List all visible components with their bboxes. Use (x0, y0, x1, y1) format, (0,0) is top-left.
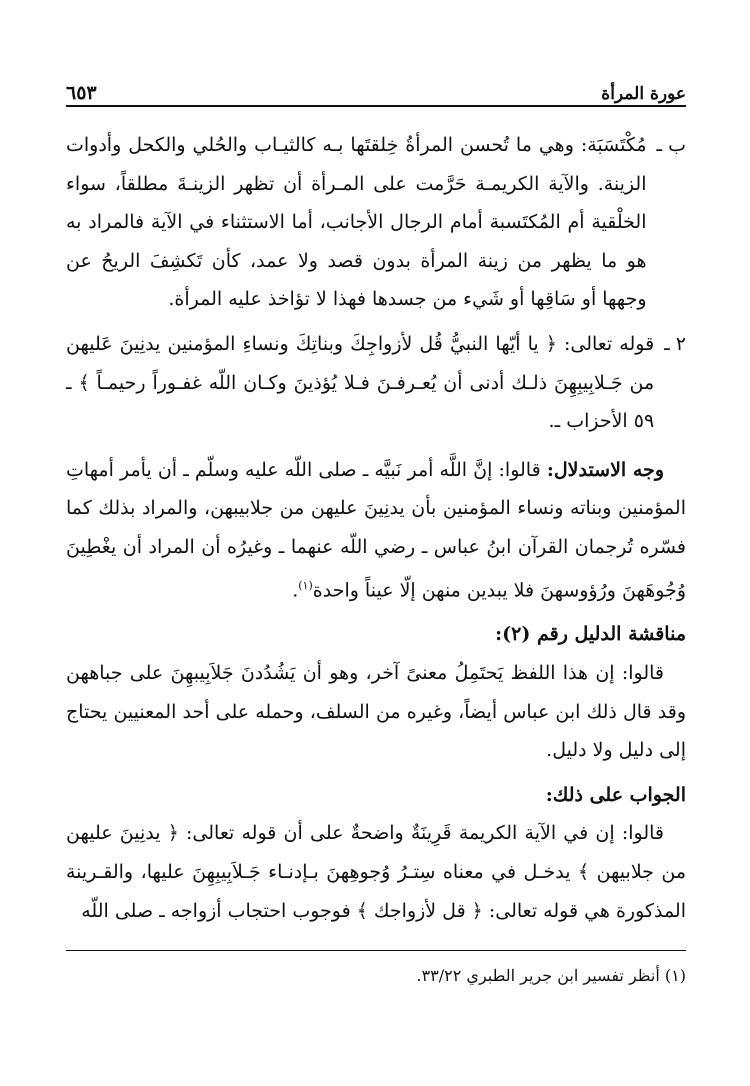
running-title: عورة المرأة (601, 84, 686, 104)
page-header (66, 76, 686, 104)
jawab-heading: الجواب على ذلك: (545, 783, 686, 806)
item-b-text: مُكْتَسَبَة: وهي ما تُحسن المرأةُ خِلقتَها بـه كالثيـاب والحُلي والكحل وأدوات الزينة. والآية الكريمـة حَرَّمت على المـرأة أن تظهر الزينـةَ مطلقاً، سواء الخلْقية أم المُكتَسبة أمام الرجال الأجانب، أما الاستثناء في الآية فالمراد به هو ما يظهر من زينة المرأة بدون قصد ولا عمد، كأن تَكشِفَ الريحُ عن وجهها أو سَاقِها أو شَيء من جسدها فهذا لا تؤاخذ عليه المرأة. (66, 134, 647, 311)
munaqasha-heading: مناقشة الدليل رقم (٢): (495, 623, 686, 646)
footnote-marker: (١) (664, 966, 686, 985)
item-b (66, 126, 686, 319)
item-2-marker: ٢ ـ (664, 332, 686, 355)
istidlal-text: قالوا: إنَّ اللَّه أمر نَبيَّه ـ صلى اللّه عليه وسلّم ـ أن يأمر أمهاتِ المؤمنين وبناته ونساء المؤمنين بأن يدنِينَ عليهن من جلابيبهن، والمراد بذلك كما فسّره تُرجمان القرآن ابنُ عباس ـ رضي اللّه عنهما ـ وغيرُه أن المراد أن يغْطِينَ وُجُوهَهنَ ورُؤوسهنَ فلا يبدين منهن إلّا عيناً واحدة (66, 458, 686, 601)
istidlal-paragraph: وجه الاستدلال: قالوا: إنَّ اللَّه أمر نَبيَّه ـ صلى اللّه عليه وسلّم ـ أن يأمر أمهاتِ المؤمنين وبناته ونساء المؤمنين بأن يدنِينَ عليهن من جلابيبهن، والمراد بذلك كما فسّره تُرجمان القرآن ابنُ عباس ـ رضي اللّه عنهما ـ وغيرُه أن المراد أن يغْطِينَ وُجُوهَهنَ ورُؤوسهنَ فلا يبدين منهن إلّا عيناً واحدة$^{(١)}$. (66, 458, 686, 601)
footnote-rule (66, 950, 686, 951)
item-2 (66, 325, 686, 441)
footnote-text: أنظر تفسير ابن جرير الطبري ٣٣/٢٢. (416, 966, 660, 985)
item-2-text: قوله تعالى: ﴿ يا أيّها النبيُّ قُل لأزواجِكَ وبناتِكَ ونساءِ المؤمنين يدنِينَ عَليهن من جَـلابِيبِهِنَ ذلـك أدنى أن يُعـرفـنَ فـلا يُؤذينَ وكـان اللّه غفـوراً رحيمـاً ﴾ ـ ٥٩ الأحزاب ـ. (66, 332, 655, 433)
jawab-text: قالوا: إن في الآية الكريمة قَرِينَةٌ واضحةٌ على أن قوله تعالى: ﴿ يدنِينَ عليهن من جلابيهن ﴾ يدخـل في معناه سِتـرُ وُجوهِهنَ بـإدنـاء جَـلاَبِيبِهِنَ عليها، والقـرينة المذكورة هي قوله تعالى: ﴿ قل لأزواجك ﴾ فوجوب احتجاب أزواجه ـ صلى اللّه (66, 822, 686, 922)
footnote-ref: (١) (298, 578, 313, 592)
header-rule (66, 105, 686, 107)
page-number: ٦٥٣ (66, 82, 97, 104)
munaqasha-text: قالوا: إن هذا اللفظ يَحتَمِلُ معنىً آخر، وهو أن يَشُدُدنَ جَلاَبِيبهِنَ على جباههن وقد قال ذلك ابن عباس أيضاً، وغيره من السلف، وحمله على أحد المعنيين يحتاج إلى دليل ولا دليل. (66, 662, 686, 762)
item-b-marker: ب ـ (656, 134, 686, 156)
main-text (66, 126, 686, 930)
footnote (66, 966, 686, 985)
istidlal-label: وجه الاستدلال: (546, 458, 665, 481)
